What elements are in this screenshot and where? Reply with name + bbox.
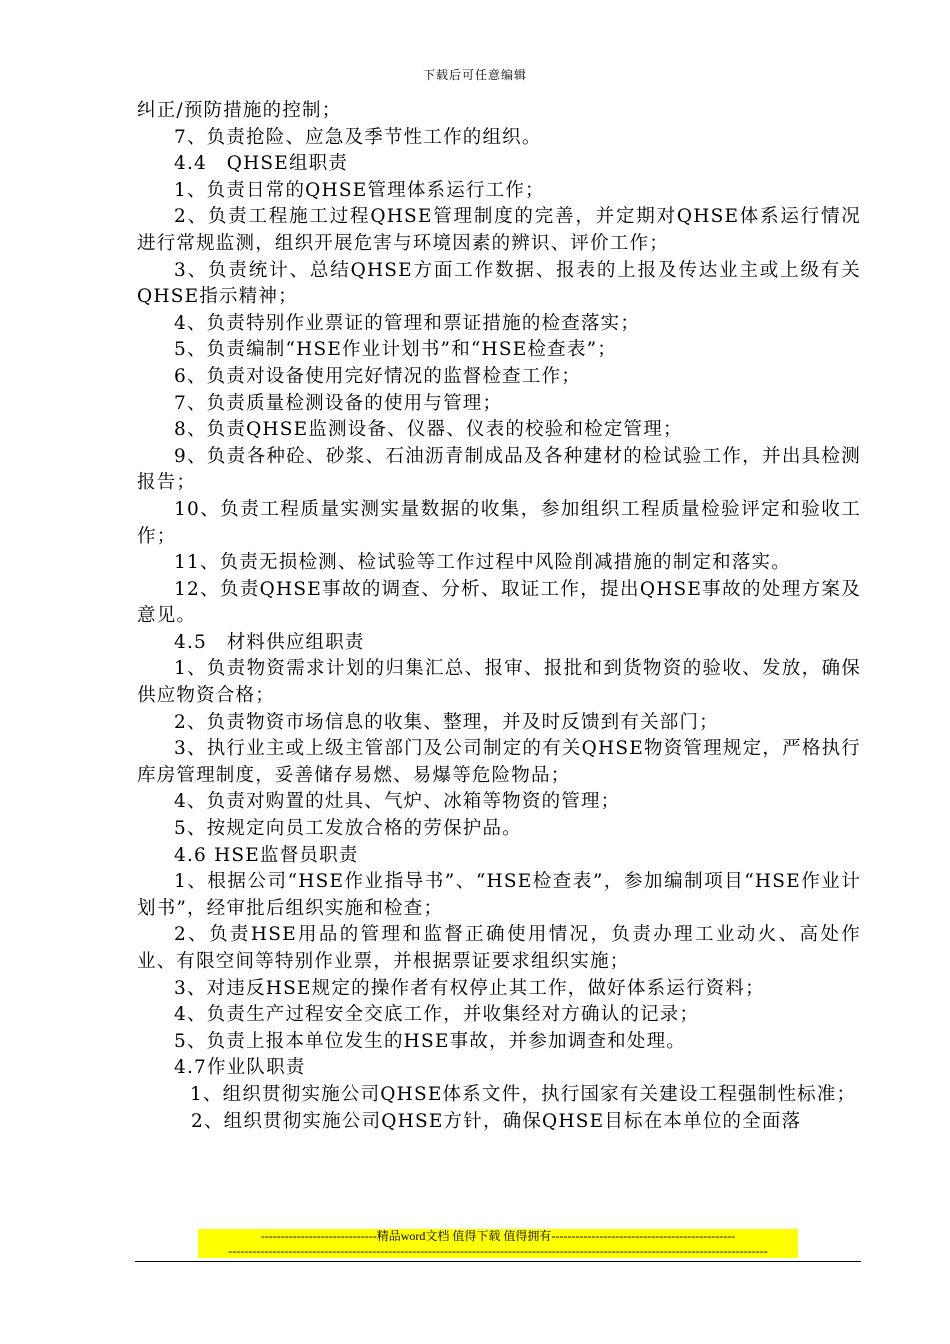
- paragraph: 7、负责抢险、应急及季节性工作的组织。: [174, 126, 542, 148]
- paragraph: 纠正/预防措施的控制；: [137, 100, 342, 121]
- paragraph: 2、负责物资市场信息的收集、整理，并及时反馈到有关部门；: [174, 711, 719, 733]
- paragraph: 8、负责QHSE监测设备、仪器、仪表的校验和检定管理；: [174, 419, 683, 441]
- paragraph: 3、对违反HSE规定的操作者有权停止其工作，做好体系运行资料；: [174, 977, 765, 999]
- paragraph: 11、负责无损检测、检试验等工作过程中风险削减措施的制定和落实。: [174, 552, 791, 574]
- document-body: [137, 98, 861, 1135]
- paragraph: 1、根据公司“HSE作业指导书”、“HSE检查表”，参加编制项目“HSE作业计划书”，经审批后组织实施和检查；: [137, 871, 861, 919]
- paragraph: 1、负责物资需求计划的归集汇总、报审、报批和到货物资的验收、发放，确保供应物资合格；: [137, 658, 861, 707]
- paragraph: 1、组织贯彻实施公司QHSE体系文件，执行国家有关建设工程强制性标准；: [190, 1083, 857, 1105]
- footer-line-1: -----------------------------精品word文档 值得下载 值得拥有----------------------------------------------: [260, 1229, 736, 1243]
- paragraph: 4、负责生产过程安全交底工作，并收集经对方确认的记录；: [174, 1004, 700, 1026]
- paragraph: 2、负责工程施工过程QHSE管理制度的完善，并定期对QHSE体系运行情况进行常规监测，组织开展危害与环境因素的辨识、评价工作；: [137, 206, 861, 254]
- paragraph: 10、负责工程质量实测实量数据的收集，参加组织工程质量检验评定和验收工作；: [137, 498, 861, 547]
- footer-line-2: ---------------------------------------------------------------------------------------------------------------------------------------: [228, 1244, 768, 1258]
- paragraph: 2、负责HSE用品的管理和监督正确使用情况，负责办理工业动火、高处作业、有限空间等特别作业票，并根据票证要求组织实施；: [137, 924, 861, 972]
- paragraph: 4.4 QHSE组职责: [174, 153, 349, 175]
- paragraph: 6、负责对设备使用完好情况的监督检查工作；: [174, 365, 581, 387]
- paragraph: 5、负责上报本单位发生的HSE事故，并参加调查和处理。: [174, 1030, 686, 1052]
- paragraph: 4.6 HSE监督员职责: [174, 844, 359, 866]
- paragraph: 5、负责编制“HSE作业计划书”和“HSE检查表”；: [174, 339, 617, 361]
- paragraph: 3、负责统计、总结QHSE方面工作数据、报表的上报及传达业主或上级有关QHSE指示精神；: [137, 259, 861, 308]
- paragraph: 1、负责日常的QHSE管理体系运行工作；: [174, 179, 545, 201]
- paragraph: 4.7作业队职责: [174, 1057, 306, 1079]
- paragraph: 4、负责特别作业票证的管理和票证措施的检查落实；: [174, 312, 641, 334]
- paragraph: 3、执行业主或上级主管部门及公司制定的有关QHSE物资管理规定，严格执行库房管理制度，妥善储存易燃、易爆等危险物品；: [137, 738, 861, 786]
- paragraph: 2、组织贯彻实施公司QHSE方针，确保QHSE目标在本单位的全面落: [191, 1110, 802, 1132]
- paragraph: 5、按规定向员工发放合格的劳保护品。: [174, 818, 522, 840]
- paragraph: 7、负责质量检测设备的使用与管理；: [174, 392, 503, 414]
- paragraph: 4.5 材料供应组职责: [174, 631, 365, 653]
- page-header: 下载后可任意编辑: [422, 68, 527, 82]
- footer-rule: [135, 1261, 861, 1262]
- paragraph: 12、负责QHSE事故的调查、分析、取证工作，提出QHSE事故的处理方案及意见。: [137, 578, 861, 627]
- paragraph: 4、负责对购置的灶具、气炉、冰箱等物资的管理；: [174, 791, 621, 813]
- paragraph: 9、负责各种砼、砂浆、石油沥青制成品及各种建材的检试验工作，并出具检测报告；: [137, 445, 861, 494]
